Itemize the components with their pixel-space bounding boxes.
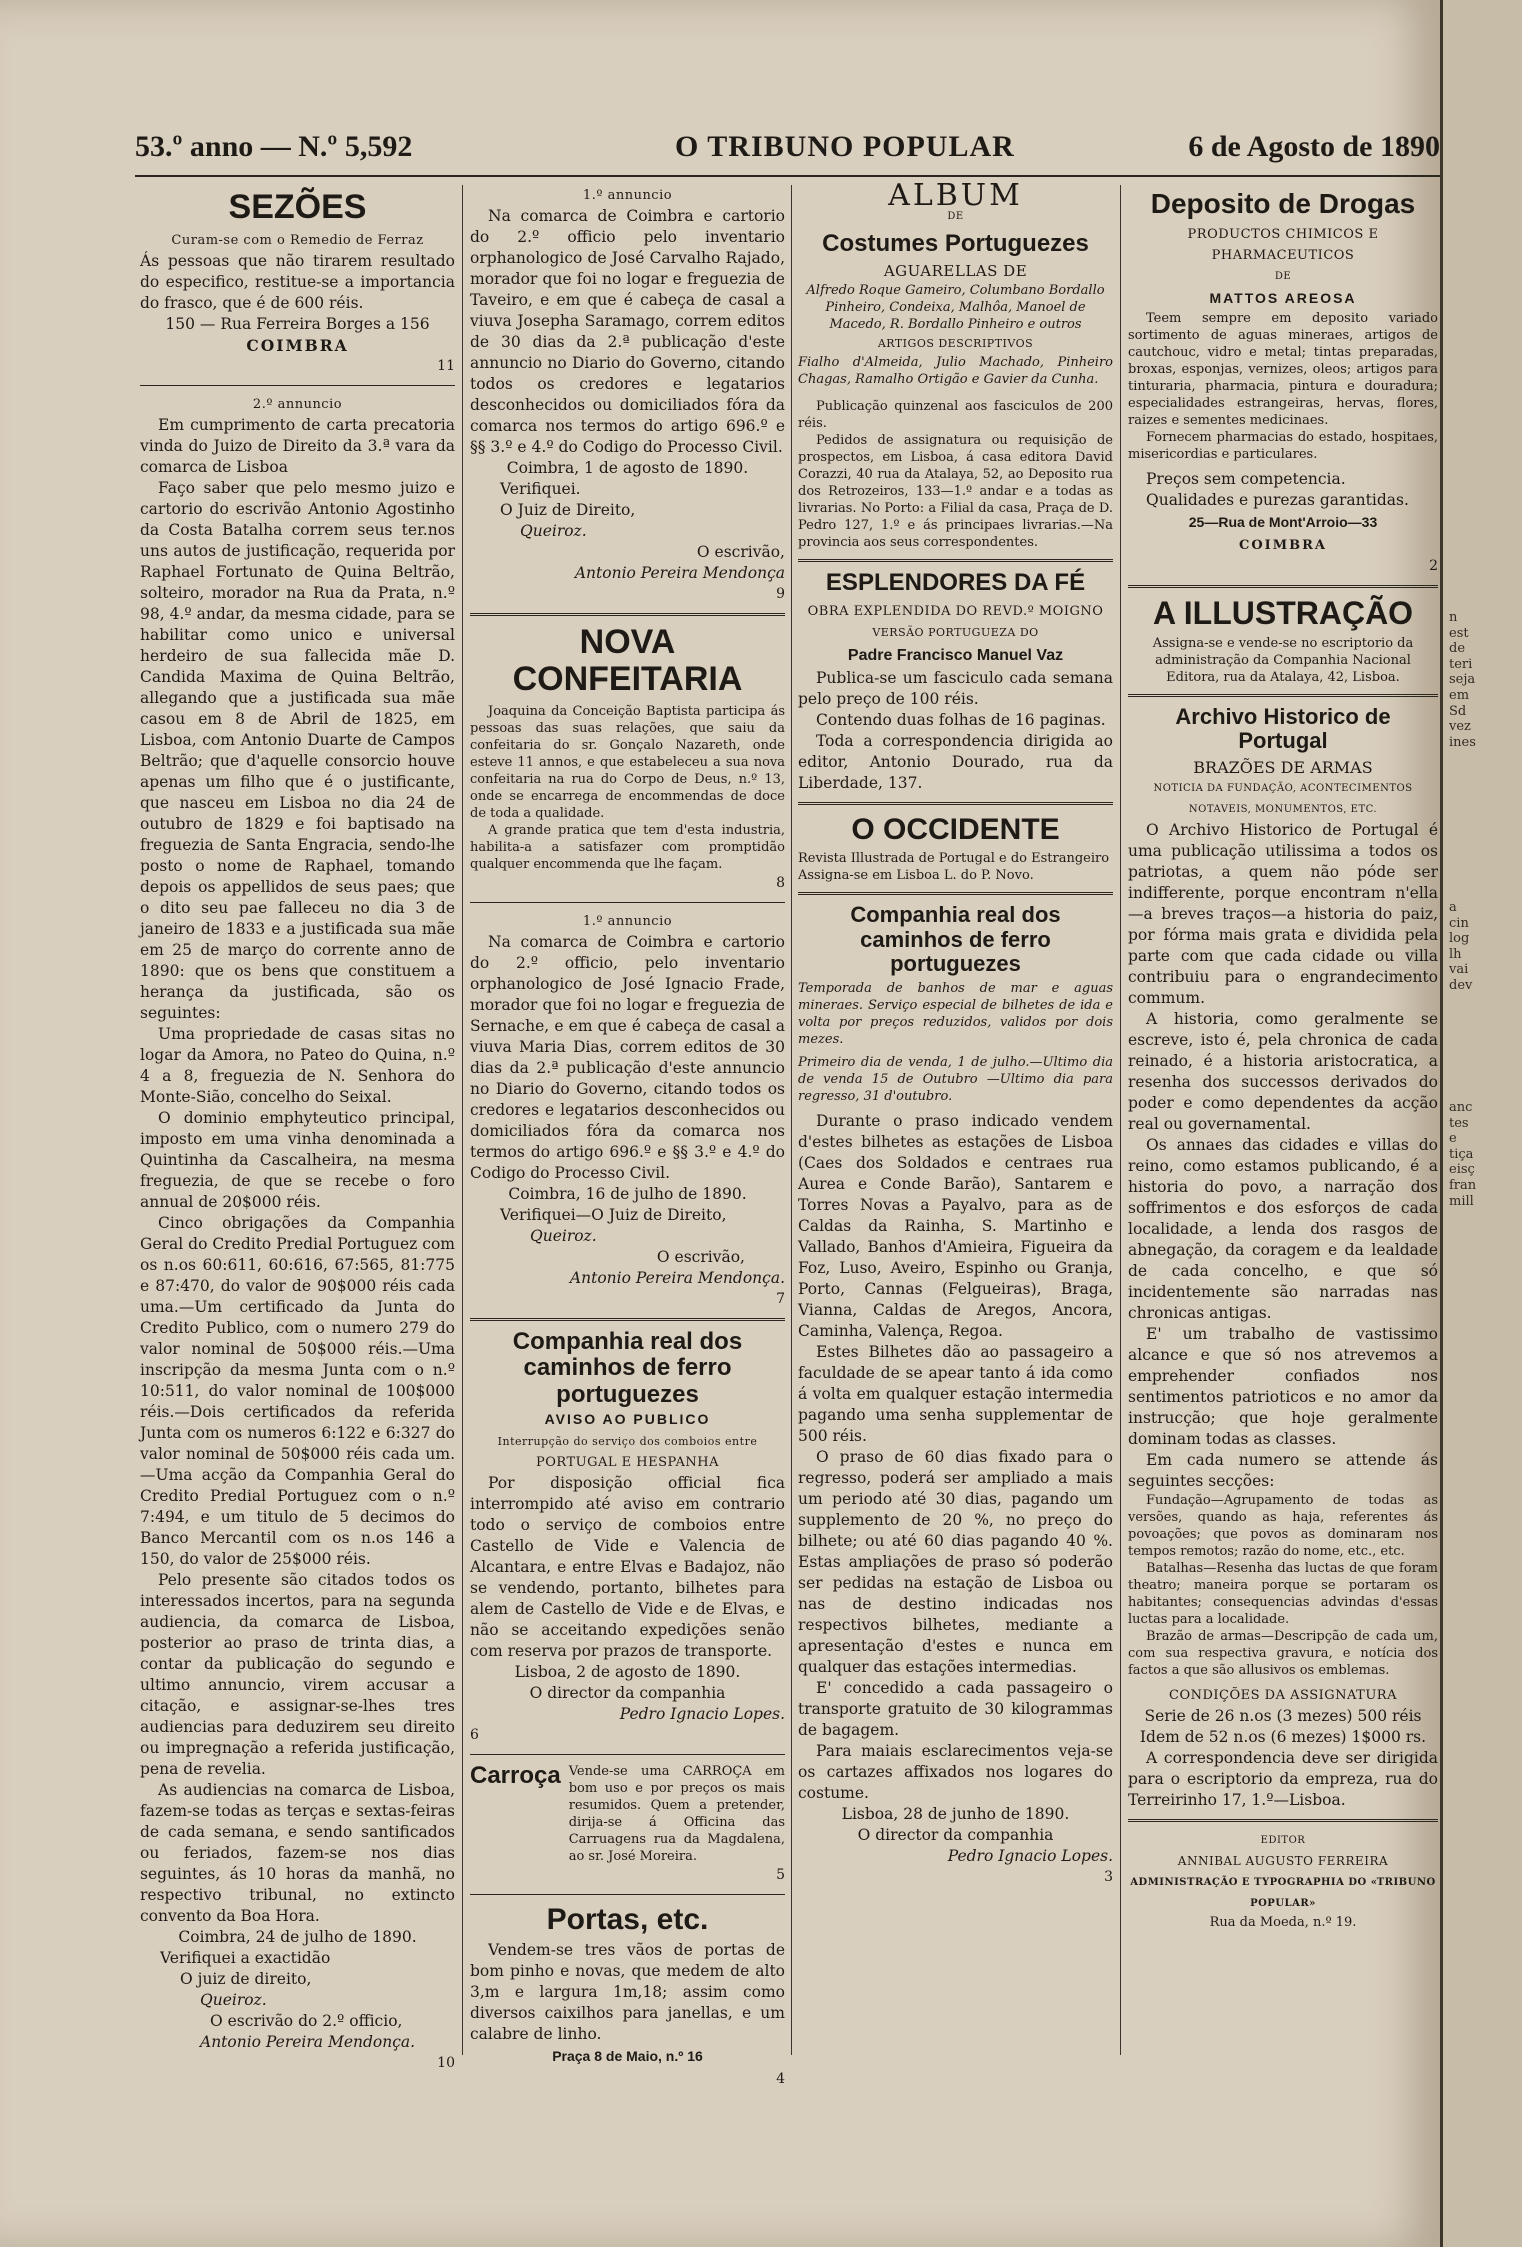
portas-address: Praça 8 de Maio, n.º 16	[552, 2048, 703, 2065]
companhia-subtitle: PORTUGAL E HESPANHA	[535, 1455, 720, 1471]
archivo-text: Os annaes das cidades e villas do reino, como estamos publicando, é a historia do povo, a narração dos soffrimentos e dos esforços de cada localidade, a lenda dos rasgos de abnegação, da coragem e da lealdade de cada concelho, e que só incidentemente são narradas nas chronicas antigas.	[1128, 1136, 1438, 1323]
deposito-name: MATTOS AREOSA	[1209, 289, 1357, 306]
signature-line: Pedro Ignacio Lopes.	[619, 1705, 785, 1724]
divider	[798, 892, 1113, 895]
companhia-text: Para maiais esclarecimentos veja-se os cartazes affixados nos logares do costume.	[798, 1741, 1113, 1802]
esplendores-text: Toda a correspondencia dirigida ao editor, Antonio Dourado, rua da Liberdade, 137.	[798, 732, 1113, 793]
signature-line: Antonio Pereira Mendonça.	[200, 2033, 416, 2052]
divider	[470, 1754, 785, 1755]
announcement-intro: Em cumprimento de carta precatoria vinda do Juizo de Direito da 3.ª vara da comarca de Lisboa	[140, 416, 455, 477]
divider	[798, 559, 1113, 562]
illustracao-title: A ILLUSTRAÇÃO	[1152, 594, 1414, 631]
column-divider	[1120, 185, 1121, 2055]
ad-number: 8	[776, 874, 785, 891]
announcement-paragraph: As audiencias na comarca de Lisboa, fazem-se todas as terças e sextas-feiras de cada semana, e sendo santificados ou feriados, fazem-se nos dias seguintes, ás 10 horas da manhã, no respectivo tribunal, no extincto convento da Boa Hora.	[140, 1781, 455, 1926]
signature-line: O director da companhia	[857, 1825, 1054, 1844]
companhia-title: Companhia real dos caminhos de ferro portuguezes	[512, 1327, 743, 1408]
signature-line: O escrivão,	[696, 543, 785, 561]
companhia-italic: Primeiro dia de venda, 1 de julho.—Ultimo dia de venda 15 de Outubro —Ultimo dia para regresso, 31 d'outubro.	[798, 1054, 1113, 1104]
companhia-subtitle: AVISO AO PUBLICO	[544, 1410, 711, 1427]
deposito-title: Deposito de Drogas	[1150, 188, 1416, 219]
esplendores-version: VERSÃO PORTUGUEZA DO	[872, 625, 1039, 639]
announcement-label: 1.º annuncio	[582, 913, 673, 929]
signature-line: Queiroz.	[200, 1991, 267, 2010]
occidente-subtitle: Revista Illustrada de Portugal e do Estrangeiro	[798, 851, 1110, 867]
divider	[1128, 585, 1438, 588]
announcement-paragraph: Pelo presente são citados todos os interessados incertos, para na segunda audiencia, da comarca de Lisboa, posterior ao praso de trinta dias, a contar da publicação do segundo e ultimo annuncio, virem accusar a citação, e assignar-se-lhes tres audiencias para deduzirem seu direito ou impregnação a referida justificação, pena de revelia.	[140, 1571, 455, 1779]
divider	[470, 1318, 785, 1321]
esplendores-text: Contendo duas folhas de 16 paginas.	[816, 711, 1106, 730]
illustracao-text: Assigna-se e vende-se no escriptorio da administração da Companhia Nacional Editora, rua da Atalaya, 42, Lisboa.	[1152, 635, 1414, 685]
portas-title: Portas, etc.	[546, 1903, 709, 1937]
ad-number: 10	[437, 2055, 455, 2072]
announcement-paragraph: Na comarca de Coimbra e cartorio do 2.º officio, pelo inventario orphanologico de José Ignacio Frade, morador que foi no logar e freguezia de Sernache, e em que é cabeça de casal a viuva Maria Dias, correm editos de 30 dias da 2.ª publicação d'este annuncio no Diario do Governo, citando todos os credores e legatarios desconhecidos ou domiciliados fóra da comarca nos termos do artigo 696.º e §§ 3.º e 4.º do Codigo do Processo Civil.	[470, 932, 785, 1182]
signature-line: O juiz de direito,	[180, 1970, 312, 1989]
album-de: DE	[947, 211, 964, 222]
divider	[470, 902, 785, 903]
sezoes-text: Ás pessoas que não tirarem resultado do especifico, restitue-se a importancia do frasco, que é de 600 réis.	[140, 252, 455, 313]
ad-number: 9	[776, 586, 785, 602]
sezoes-subtitle: Curam-se com o Remedio de Ferraz	[171, 233, 424, 249]
column-1	[140, 185, 455, 2072]
confeitaria-title: NOVA CONFEITARIA	[512, 623, 743, 699]
archivo-title: Archivo Historico de Portugal	[1175, 703, 1391, 753]
column-divider	[462, 185, 463, 2055]
announcement-paragraph: Uma propriedade de casas sitas no logar da Amora, no Pateo do Quina, n.º 4 a 8, freguezia de N. Senhora do Monte-Sião, concelho do Seixal.	[140, 1025, 455, 1107]
album-subtitle: Costumes Portuguezes	[822, 230, 1089, 257]
signature-line: Queiroz.	[520, 522, 587, 540]
newspaper-title: O TRIBUNO POPULAR	[675, 130, 1015, 163]
announcement-date: Coimbra, 1 de agosto de 1890.	[506, 459, 749, 477]
signature-line: Verifiquei—O Juiz de Direito,	[500, 1205, 727, 1224]
deposito-text: Teem sempre em deposito variado sortimento de aguas mineraes, artigos de cautchouc, vidro e metal; tintas preparadas, broxas, esponjas, vernizes, oleos; artigos para tinturaria, pharmacia, pintura e douradura; especialidades estrangeiras, hervas, flores, raizes e sementes medicinaes.	[1128, 311, 1438, 429]
ad-number: 4	[776, 2070, 785, 2087]
archivo-text: Fundação—Agrupamento de todas as versões, quando as haja, referentes ás povoações; que povos as dominaram nos tempos remotos; razão do nome, etc., etc.	[1128, 1493, 1438, 1560]
occidente-title: O OCCIDENTE	[851, 813, 1060, 847]
album-artigos: ARTIGOS DESCRIPTIVOS	[877, 337, 1034, 351]
esplendores-subtitle: OBRA EXPLENDIDA DO REVD.º MOIGNO	[807, 603, 1104, 619]
announcement-label: 2.º annuncio	[252, 397, 343, 413]
signature-line: Pedro Ignacio Lopes.	[947, 1846, 1113, 1865]
announcement-date: Coimbra, 24 de julho de 1890.	[178, 1928, 417, 1947]
portas-text: Vendem-se tres vãos de portas de bom pinho e novas, que medem de alto 3,m e largura 1m,18; assim como diversos caixilhos para janellas, e um calabre de linho.	[470, 1941, 785, 2044]
deposito-text: Preços sem competencia.	[1146, 470, 1346, 489]
announcement-paragraph: O dominio emphyteutico principal, imposto em uma vinha denominada a Quintinha da Cascalheira, na mesma freguezia, de que se recebe o foro annual de 20$000 réis.	[140, 1109, 455, 1212]
column-4	[1128, 185, 1438, 2055]
carroca-text: Vende-se uma CARROÇA em bom uso e por preços os mais resumidos. Quem a pretender, dirija-se á Officina das Carruagens rua da Magdalena, ao sr. José Moreira.	[568, 1764, 785, 1865]
masthead	[135, 130, 1440, 170]
edge-fragment: n est de teri seja em Sd vez ines	[1449, 610, 1476, 750]
edge-fragment: anc tes e tiça eisç fran mill	[1449, 1100, 1477, 1209]
editor-label: EDITOR	[1260, 1835, 1306, 1847]
album-aguarellas: AGUARELLAS DE	[883, 262, 1028, 281]
archivo-subtitle: NOTICIA DA FUNDAÇÃO, ACONTECIMENTOS NOTAVEIS, MONUMENTOS, ETC.	[1153, 783, 1413, 816]
ad-number: 2	[1429, 557, 1438, 574]
companhia-text: Estes Bilhetes dão ao passageiro a faculdade de se apear tanto á ida como á volta em qualquer estação intermedia pagando uma senha supplementar de 500 réis.	[798, 1342, 1113, 1445]
deposito-de: DE	[1274, 270, 1292, 282]
masthead-rule	[135, 175, 1440, 177]
album-title: ALBUM	[888, 178, 1023, 213]
signature-line: Antonio Pereira Mendonça.	[569, 1268, 785, 1287]
next-page-edge	[1440, 0, 1522, 2247]
confeitaria-text: Joaquina da Conceição Baptista participa ás pessoas das suas relações, que saiu da confeitaria do sr. Gonçalo Nazareth, onde esteve 11 annos, e que estabeleceu a sua nova confeitaria na rua do Corpo de Deus, n.º 13, onde se encarrega de encommendas de doce de toda a qualidade.	[470, 703, 785, 821]
column-3	[798, 178, 1113, 2055]
issue-date: 6 de Agosto de 1890	[1188, 130, 1440, 163]
column-divider	[791, 185, 792, 2055]
signature-line: O Juiz de Direito,	[500, 501, 636, 519]
administration-address: Rua da Moeda, n.º 19.	[1209, 1915, 1357, 1931]
ad-number: 11	[437, 358, 455, 375]
ad-number: 5	[776, 1867, 785, 1884]
esplendores-name: Padre Francisco Manuel Vaz	[847, 646, 1064, 664]
carroca-title: Carroça	[470, 1762, 561, 1790]
archivo-text: E' um trabalho de vastissimo alcance e que só nos atrevemos a emprehender confiados nos sentimentos patrioticos e no amor da instrucção; que hoje geralmente dominam todas as classes.	[1128, 1325, 1438, 1449]
announcement-paragraph: Cinco obrigações da Companhia Geral do Credito Predial Portuguez com os n.os 60:611, 60:616, 67:565, 81:775 e 87:470, do valor de 90$000 réis cada uma.—Um certificado da Junta do Credito Publico, com o numero 279 do valor nominal de 50$000 réis.—Uma inscripção da mesma Junta com o n.º 10:511, do valor nominal de 100$000 réis.—Dois certificados da referida Junta com os numeros 6:122 e 6:327 do valor nominal de 50$000 réis cada um. —Uma acção da Companhia Geral do Credito Predial Portuguez com o n.º 7:494, e um titulo de 5 decimos do Banco Mercantil com os n.os 146 a 150, do valor de 25$000 réis.	[140, 1214, 455, 1569]
announcement-date: Lisboa, 2 de agosto de 1890.	[514, 1663, 741, 1682]
announcement-paragraph: Na comarca de Coimbra e cartorio do 2.º officio pelo inventario orphanologico de José Carvalho Rajado, morador que foi no logar e freguezia de Taveiro, e em que é cabeça de casal a viuva Josepha Saramago, correm editos de 30 dias da 2.ª publicação d'este annuncio no Diario do Governo, citando todos os credores e legatarios desconhecidos ou domiciliados fóra da comarca nos termos do artigo 696.º e §§ 3.º e 4.º do Codigo do Processo Civil.	[470, 207, 785, 456]
signature-line: Verifiquei a exactidão	[160, 1949, 331, 1968]
signature-line: Verifiquei.	[500, 480, 581, 498]
divider	[798, 802, 1113, 805]
confeitaria-text: A grande pratica que tem d'esta industria, habilita-a a satisfazer com promptidão qualquer encommenda que lhe façam.	[470, 822, 785, 872]
sezoes-city: COIMBRA	[246, 336, 349, 356]
carroca-ad	[470, 1763, 785, 1865]
signature-line: Queiroz.	[530, 1226, 597, 1245]
archivo-text: O Archivo Historico de Portugal é uma publicação utilissima a todos os patriotas, a quem não póde ser indifferente, porque encontram n'ella—a breves traços—a historia do paiz, por fórma mais grata e dividida pela parte com que cada cidade ou villa contribuiu para o engrandecimento commum.	[1128, 821, 1438, 1008]
deposito-text: Fornecem pharmacias do estado, hospitaes, misericordias e particulares.	[1128, 430, 1438, 463]
divider	[470, 1894, 785, 1895]
archivo-condition: A correspondencia deve ser dirigida para o escriptorio da empreza, rua do Terreirinho 17, 1.º—Lisboa.	[1128, 1749, 1438, 1810]
announcement-date: Lisboa, 28 de junho de 1890.	[841, 1804, 1070, 1823]
sezoes-address: 150 — Rua Ferreira Borges a 156	[165, 315, 430, 334]
signature-line: O director da companhia	[529, 1684, 726, 1703]
occidente-subtitle: Assigna-se em Lisboa L. do P. Novo.	[798, 868, 1034, 884]
announcement-label: 1.º annuncio	[582, 188, 673, 203]
column-2	[470, 185, 785, 2087]
companhia-subtitle: Interrupção do serviço dos comboios entre	[497, 1435, 758, 1449]
deposito-text: Qualidades e purezas garantidas.	[1146, 491, 1409, 510]
archivo-text: Batalhas—Resenha das luctas de que foram theatro; maneira porque se portaram os habitantes; consequencias advindas d'essas luctas para a localidade.	[1128, 1561, 1438, 1628]
ad-number: 6	[470, 1727, 479, 1744]
archivo-condition: Idem de 52 n.os (6 mezes) 1$000 rs.	[1139, 1728, 1427, 1747]
divider	[1128, 1819, 1438, 1822]
archivo-text: A historia, como geralmente se escreve, isto é, pela chronica de cada reinado, é a historia aristocratica, a resenha dos successos derivados do poder e como dependentes da acção real ou governamental.	[1128, 1010, 1438, 1134]
album-text: Pedidos de assignatura ou requisição de prospectos, em Lisboa, á casa editora David Corazzi, 40 rua da Atalaya, 52, ao Deposito rua dos Retrozeiros, 133—1.º andar e a todas as livrarias. No Porto: a Filial da casa, Praça de D. Pedro 127, 1.º e ás principaes livrarias.—Na provincia aos seus correspondentes.	[798, 433, 1113, 551]
announcement-date: Coimbra, 16 de julho de 1890.	[508, 1184, 747, 1203]
signature-line: O escrivão do 2.º officio,	[210, 2012, 403, 2031]
divider	[470, 613, 785, 616]
divider	[1128, 694, 1438, 697]
editor-name: ANNIBAL AUGUSTO FERREIRA	[1177, 1854, 1389, 1869]
companhia-text: Por disposição official fica interrompido até aviso em contrario todo o serviço de comboios entre Castello de Vide e Valencia de Alcantara, e entre Elvas e Badajoz, não se vendendo, portanto, bilhetes para alem de Castello de Vide e de Elvas, e não se acceitando expedições senão com reserva por prazos de transporte.	[470, 1474, 785, 1661]
deposito-address: 25—Rua de Mont'Arroio—33	[1188, 514, 1378, 531]
album-text: Publicação quinzenal aos fasciculos de 200 réis.	[798, 399, 1113, 432]
companhia-text: Durante o praso indicado vendem d'estes bilhetes as estações de Lisboa (Caes dos Soldados e centraes rua Aurea e Conde Barão), Santarem e Torres Novas a Payalvo, para as de Caldas da Rainha, S. Martinho e Vallado, Banhos d'Amieira, Figueira da Foz, Luso, Aveiro, Espinho ou Granja, Porto, Cannas (Felgueiras), Braga, Vianna, Caldas de Aregos, Ancora, Caminha, Valença, Regoa.	[798, 1111, 1113, 1340]
album-artists: Alfredo Roque Gameiro, Columbano Bordallo Pinheiro, Condeixa, Malhôa, Manoel de Macedo, R. Bordallo Pinheiro e outros	[806, 283, 1105, 333]
signature-line: O escrivão,	[656, 1247, 745, 1266]
signature-line: Antonio Pereira Mendonça	[574, 564, 785, 582]
archivo-text: Brazão de armas—Descripção de cada um, com sua respectiva gravura, e notícia dos factos a que são allusivos os emblemas.	[1128, 1629, 1438, 1679]
esplendores-title: ESPLENDORES DA FÉ	[825, 569, 1086, 597]
companhia-text: O praso de 60 dias fixado para o regresso, poderá ser ampliado a mais um periodo até 30 dias, pagando um supplemento de 20 %, no preço do bilhete; ou até 60 dias pagando 40 %. Estas ampliações de praso só poderão ser pedidas na estação de Lisboa ou nas de destino indicadas nos respectivos bilhetes, mediante a apresentação d'estes e nunca em qualquer das estações intermedias.	[798, 1447, 1113, 1676]
archivo-conditions: CONDIÇÕES DA ASSIGNATURA	[1169, 1688, 1397, 1704]
companhia-title: Companhia real dos caminhos de ferro portuguezes	[850, 902, 1061, 976]
archivo-text: Em cada numero se attende ás seguintes secções:	[1128, 1451, 1438, 1491]
deposito-subtitle: PRODUCTOS CHIMICOS E PHARMACEUTICOS	[1187, 226, 1379, 263]
edge-fragment: a cin log lh vai dev	[1449, 900, 1473, 993]
ad-number: 3	[1104, 1868, 1113, 1885]
issue-number: 53.º anno — N.º 5,592	[135, 130, 413, 163]
divider	[140, 385, 455, 386]
esplendores-text: Publica-se um fasciculo cada semana pelo preço de 100 réis.	[798, 669, 1113, 709]
ad-number: 7	[776, 1290, 785, 1307]
deposito-city: COIMBRA	[1238, 537, 1328, 553]
archivo-condition: Serie de 26 n.os (3 mezes) 500 réis	[1144, 1707, 1422, 1726]
album-writers: Fialho d'Almeida, Julio Machado, Pinheiro Chagas, Ramalho Ortigão e Gavier da Cunha.	[798, 355, 1113, 388]
administration: ADMINISTRAÇÃO E TYPOGRAPHIA DO «TRIBUNO POPULAR»	[1130, 1877, 1436, 1910]
archivo-subtitle: BRAZÕES DE ARMAS	[1193, 758, 1373, 778]
companhia-italic: Temporada de banhos de mar e aguas mineraes. Serviço especial de bilhetes de ida e volta por preços reduzidos, validos por dois mezes.	[798, 980, 1113, 1047]
sezoes-title: SEZÕES	[228, 188, 367, 226]
companhia-text: E' concedido a cada passageiro o transporte gratuito de 30 kilogrammas de bagagem.	[798, 1678, 1113, 1739]
announcement-paragraph: Faço saber que pelo mesmo juizo e cartorio do escrivão Antonio Agostinho da Costa Batalha correm seus ter.nos uns autos de justificação, requerida por Raphael Fortunato de Quina Beltrão, solteiro, morador na Rua da Prata, n.º 98, 4.º andar, da mesma cidade, para se habilitar como unico e universal herdeiro de sua fallecida mãe D. Candida Maxima de Quina Beltrão, allegando que a justificada sua mãe casou em 8 de Abril de 1825, em Lisboa, com Antonio Duarte de Campos Beltrão; que d'aquelle consorcio houve apenas um filho que é o justificante, que nasceu em Lisboa no dia 24 de outubro de 1829 e foi baptisado na freguezia de Santa Engracia, sendo-lhe posto o nome de Raphael, tomando depois os appellidos de seus paes; que o dito seu pae falleceu no dia 3 de janeiro de 1833 e a justificada sua mãe em 25 de março do corrente anno de 1890: que os bens que constituem a herança da justificada, são os seguintes:	[140, 479, 455, 1023]
